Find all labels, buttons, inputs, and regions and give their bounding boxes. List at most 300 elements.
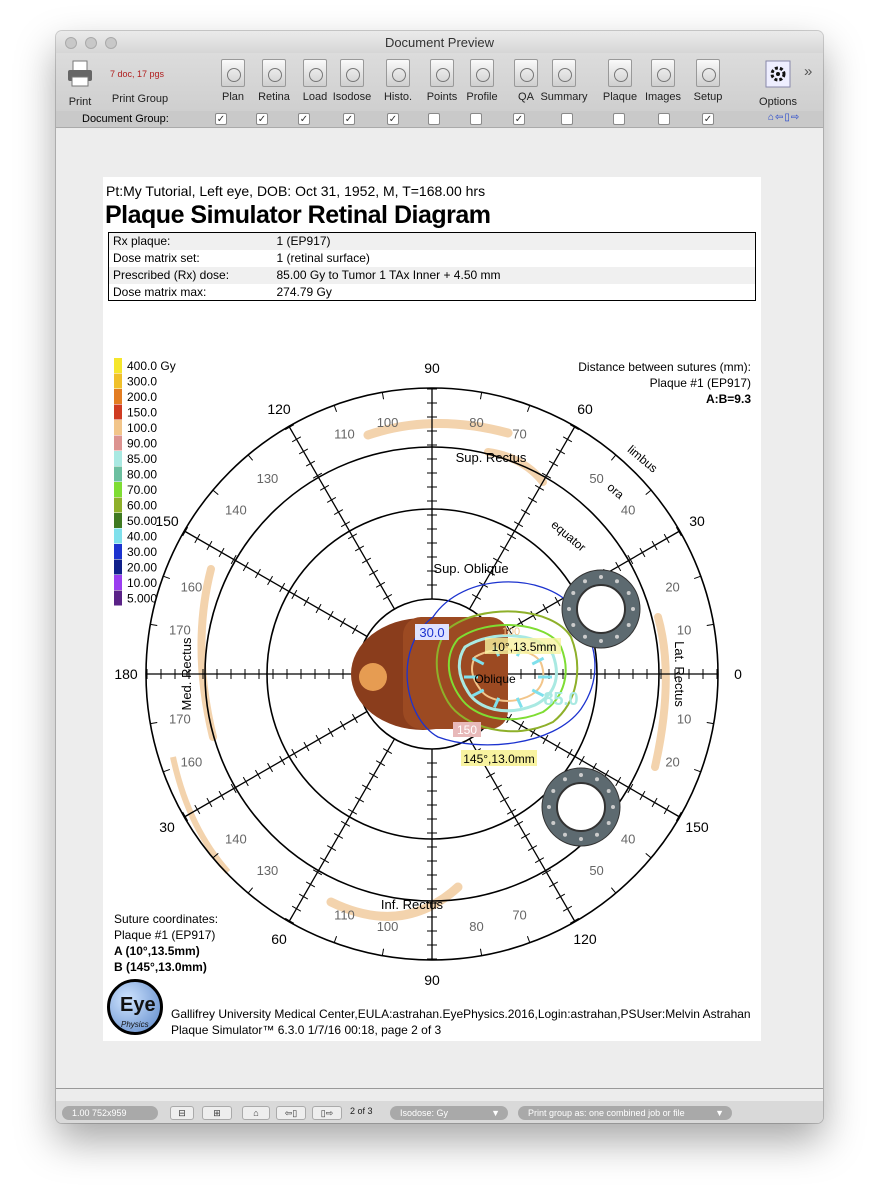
document-group-label: Document Group:: [82, 113, 169, 125]
spoke-tick: [292, 437, 301, 442]
document-group-checkbox[interactable]: [613, 113, 625, 125]
legend-label: 100.0: [127, 421, 158, 435]
gear-icon: [765, 59, 791, 89]
rim-tick: [646, 490, 651, 494]
spoke-tick: [355, 797, 364, 802]
rim-label: 40: [620, 502, 636, 518]
spoke-tick: [195, 805, 200, 814]
document-group-checkbox[interactable]: ✓: [388, 114, 398, 125]
info-row: Dose matrix set: 1 (retinal surface): [113, 251, 370, 265]
legend-label: 20.00: [127, 560, 158, 575]
printer-icon: [66, 59, 94, 89]
rim-label: 160: [180, 579, 203, 595]
footer-line-2: Plaque Simulator™ 6.3.0 1/7/16 00:18, page 2 of 3: [171, 1023, 442, 1037]
isodose-100-label: 100: [501, 626, 521, 638]
tool-summary-button[interactable]: Summary: [540, 59, 588, 103]
spoke-tick: [521, 510, 530, 515]
spoke-tick: [255, 770, 260, 779]
title-bar: [56, 31, 823, 53]
spoke-tick: [486, 773, 495, 778]
spoke-tick: [362, 785, 371, 790]
chevron-down-icon: ▼: [491, 1108, 500, 1118]
next-page-button[interactable]: ▯⇨: [312, 1106, 342, 1120]
rim-tick: [572, 426, 576, 432]
med-rectus-shade: [201, 569, 213, 737]
plaque-eyelet: [563, 833, 567, 837]
angle-label: 0: [734, 666, 742, 682]
spoke-tick: [316, 735, 321, 744]
spoke-tick: [348, 534, 357, 539]
legend-swatch: [114, 575, 122, 590]
spoke-tick: [255, 569, 260, 578]
plaque-eyelet: [607, 821, 611, 825]
spoke-tick: [355, 546, 364, 551]
rim-tick: [163, 769, 170, 771]
spoke-tick: [219, 791, 224, 800]
rim-tick: [382, 392, 383, 399]
legend-label: 300.0: [127, 374, 158, 389]
rim-label: 130: [256, 863, 279, 879]
rim-tick: [527, 936, 529, 943]
optic-disc: [359, 663, 387, 691]
inf-oblique-label: Oblique: [474, 672, 516, 686]
isodose-85-label: 85.0: [543, 689, 579, 709]
plaque-b-hole: [557, 783, 605, 831]
document-group-checkbox[interactable]: ✓: [344, 114, 354, 125]
page-nav-icons[interactable]: ⌂⇦▯⇨: [768, 112, 801, 123]
document-group-checkbox[interactable]: ✓: [257, 114, 267, 125]
spoke-tick: [535, 485, 544, 490]
document-group-checkbox[interactable]: [470, 113, 482, 125]
document-group-checkbox[interactable]: ✓: [514, 114, 524, 125]
spoke-tick: [549, 461, 558, 466]
info-row: Prescribed (Rx) dose: 85.00 Gy to Tumor 1 TAx Inner + 4.50 mm: [109, 267, 756, 284]
spoke-tick: [352, 714, 357, 723]
inf-oblique-shade: [173, 754, 228, 872]
spoke-tick: [341, 821, 350, 826]
spoke-tick: [528, 846, 537, 851]
sup-oblique-label: Sup. Oblique: [433, 561, 509, 576]
profile-icon: [470, 59, 494, 87]
spoke-tick: [383, 594, 392, 599]
rim-tick: [382, 949, 383, 956]
rim-label: 20: [665, 579, 680, 595]
rim-label: 70: [512, 426, 527, 442]
spoke-tick: [327, 846, 336, 851]
load-icon: [303, 59, 327, 87]
tool-points-button[interactable]: Points: [418, 59, 466, 103]
spoke-tick: [535, 858, 544, 863]
window-title: Document Preview: [384, 35, 495, 50]
tool-images-button[interactable]: Images: [639, 59, 687, 103]
plaque-eyelet: [599, 575, 603, 579]
rim-tick: [480, 392, 481, 399]
first-page-button[interactable]: ⌂: [242, 1106, 270, 1120]
spoke-tick: [543, 604, 548, 613]
rim-tick: [184, 531, 190, 535]
spoke-tick: [299, 449, 308, 454]
spoke-tick: [292, 906, 301, 911]
spoke-tick: [500, 797, 509, 802]
rim-label: 100: [376, 414, 399, 430]
spoke-tick: [376, 582, 385, 587]
coords-b: B (145°,13.0mm): [114, 960, 207, 974]
legend-label: 90.00: [127, 436, 158, 451]
print-group-icon: 7 doc, 17 pgs: [110, 69, 165, 79]
rim-tick: [334, 405, 336, 412]
spoke-tick: [521, 833, 530, 838]
print-group-mode-select[interactable]: Print group as: one combined job or file ▼: [518, 1106, 732, 1120]
spoke-tick: [616, 777, 621, 786]
retinal-diagram: [103, 317, 761, 1017]
rim-label: 10: [676, 711, 692, 727]
legend-swatch: [114, 529, 122, 544]
isodose-units-select[interactable]: Isodose: Gy ▼: [390, 1106, 508, 1120]
spoke-tick: [299, 894, 308, 899]
spoke-tick: [306, 882, 315, 887]
legend-swatch: [114, 513, 122, 528]
document-preview-window: [56, 31, 823, 1123]
spoke-tick: [280, 583, 285, 592]
zoom-in-button[interactable]: ⊞: [202, 1106, 232, 1120]
spoke-tick: [304, 742, 309, 751]
logo: Eye Physics: [107, 979, 163, 1035]
document-group-checkbox[interactable]: ✓: [216, 114, 226, 125]
images-icon: [651, 59, 675, 87]
legend-swatch: [114, 544, 122, 559]
legend-label: 50.00: [127, 514, 158, 528]
rim-label: 170: [169, 622, 191, 638]
document-group-checkbox[interactable]: ✓: [299, 114, 309, 125]
print-group-button[interactable]: 7 doc, 17 pgs Print Group: [106, 59, 174, 105]
plaque-eyelet: [627, 623, 631, 627]
plaque-eyelet: [563, 777, 567, 781]
plaque-eyelet: [611, 805, 615, 809]
rim-tick: [248, 455, 252, 460]
coords-a: A (10°,13.5mm): [114, 944, 200, 958]
spoke-tick: [528, 497, 537, 502]
spoke-tick: [514, 522, 523, 527]
spoke-tick: [652, 541, 657, 550]
summary-icon: [552, 59, 576, 87]
toolbar-overflow-button[interactable]: »: [804, 63, 813, 80]
legend-label: 400.0 Gy: [127, 359, 176, 373]
plaque-eyelet: [579, 773, 583, 777]
plan-icon: [221, 59, 245, 87]
rim-tick: [150, 624, 157, 625]
spoke-tick: [664, 805, 669, 814]
rim-tick: [707, 624, 714, 625]
zoom-out-button[interactable]: ⊟: [170, 1106, 194, 1120]
spoke-tick: [320, 485, 329, 490]
zoom-readout: 1.00 752x959: [62, 1106, 158, 1120]
plan-info-table: [108, 232, 756, 301]
info-row: Dose matrix max: 274.79 Gy: [113, 284, 332, 299]
spoke-tick: [348, 809, 357, 814]
tool-load-button[interactable]: Load: [291, 59, 339, 103]
legend-label: 85.00: [127, 452, 158, 466]
spoke-tick: [328, 611, 333, 620]
rim-label: 20: [665, 754, 680, 770]
spoke-tick: [280, 756, 285, 765]
isodose-icon: [340, 59, 364, 87]
angle-label: 30: [159, 819, 175, 835]
rim-label: 50: [589, 863, 604, 879]
document-group-checkbox[interactable]: ✓: [703, 114, 713, 125]
legend-label: 5.000: [127, 591, 158, 606]
legend-swatch: [114, 436, 122, 451]
isodose-30-label: 30.0: [419, 625, 445, 640]
spoke-tick: [316, 604, 321, 613]
document-page: [103, 177, 761, 1041]
suture-a-label: 10°,13.5mm: [491, 640, 557, 654]
equator-label: equator: [548, 517, 589, 555]
spoke-tick: [493, 785, 502, 790]
plaque-eyelet: [547, 805, 551, 809]
rim-label: 110: [334, 426, 355, 442]
chevron-down-icon: ▼: [715, 1108, 724, 1118]
spoke-tick: [243, 777, 248, 786]
options-button[interactable]: Options: [756, 59, 800, 108]
histogram-icon: [386, 59, 410, 87]
spoke-tick: [320, 858, 329, 863]
spoke-tick: [362, 558, 371, 563]
legend-swatch: [114, 374, 122, 389]
plaque-eyelet: [627, 591, 631, 595]
tool-histo-button[interactable]: Histo.: [374, 59, 422, 103]
legend-swatch: [114, 420, 122, 435]
tool-plaque-button[interactable]: Plaque: [596, 59, 644, 103]
spoke-tick: [555, 742, 560, 751]
status-bar: [56, 1101, 823, 1123]
legend-swatch: [114, 405, 122, 420]
document-group-row: [56, 111, 823, 128]
plaque-eyelet: [631, 607, 635, 611]
plaque-eyelet: [571, 591, 575, 595]
plaque-eyelet: [615, 635, 619, 639]
spoke-tick: [563, 906, 572, 911]
rim-label: 160: [180, 754, 203, 770]
patient-line: Pt:My Tutorial, Left eye, DOB: Oct 31, 1952, M, T=168.00 hrs: [106, 183, 486, 199]
coords-title: Suture coordinates:: [114, 912, 219, 926]
rim-tick: [480, 949, 481, 956]
plaque-eyelet: [551, 789, 555, 793]
inf-rectus-label: Inf. Rectus: [380, 897, 444, 912]
plaque-eyelet: [595, 777, 599, 781]
print-button[interactable]: Print: [65, 59, 95, 108]
angle-label: 120: [573, 931, 597, 948]
legend-swatch: [114, 358, 122, 373]
page-title: Plaque Simulator Retinal Diagram: [105, 201, 491, 229]
plaque-eyelet: [583, 579, 587, 583]
tool-plan-button[interactable]: Plan: [209, 59, 257, 103]
legend-label: 60.00: [127, 498, 158, 513]
angle-label: 150: [685, 819, 709, 835]
previous-page-button[interactable]: ⇦▯: [276, 1106, 306, 1120]
legend-swatch: [114, 560, 122, 575]
plaque-eyelet: [607, 789, 611, 793]
spoke-tick: [328, 728, 333, 737]
legend-swatch: [114, 482, 122, 497]
plaque-eyelet: [551, 821, 555, 825]
rim-tick: [694, 769, 701, 771]
legend-label: 10.00: [127, 576, 158, 590]
spoke-tick: [340, 618, 345, 627]
tool-profile-button[interactable]: Profile: [458, 59, 506, 103]
spoke-tick: [514, 821, 523, 826]
rim-tick: [611, 455, 615, 460]
limbus-label: limbus: [624, 442, 661, 476]
rim-tick: [527, 405, 529, 412]
footer-line-1: Gallifrey University Medical Center,EULA:astrahan.EyePhysics.2016,Login:astrahan,PSUser:Melvin Astrahan: [171, 1007, 751, 1021]
rim-tick: [707, 722, 714, 723]
spoke-tick: [352, 625, 357, 634]
angle-label: 60: [577, 400, 593, 417]
spoke-tick: [507, 809, 516, 814]
spoke-tick: [304, 597, 309, 606]
angle-label: 150: [155, 513, 179, 529]
sutures-title: Distance between sutures (mm):: [578, 360, 751, 374]
rim-tick: [611, 888, 615, 893]
rim-tick: [334, 936, 336, 943]
legend-label: 30.00: [127, 545, 158, 559]
rim-tick: [674, 814, 680, 818]
spoke-tick: [383, 749, 392, 754]
spoke-tick: [543, 735, 548, 744]
zoom-window-button[interactable]: [105, 37, 117, 49]
isodose-150-label: 150: [456, 723, 478, 737]
spoke-tick: [334, 833, 343, 838]
legend-label: 70.00: [127, 483, 158, 497]
legend-label: 40.00: [127, 529, 158, 544]
document-group-checkbox[interactable]: [561, 113, 573, 125]
angle-label: 120: [267, 400, 291, 417]
spoke-tick: [341, 522, 350, 527]
ora-label: ora: [604, 479, 627, 502]
rim-label: 80: [469, 919, 484, 935]
plaque-eyelet: [615, 579, 619, 583]
spoke-tick: [268, 763, 273, 772]
spoke-tick: [556, 894, 565, 899]
spoke-tick: [334, 510, 343, 515]
spoke-tick: [207, 541, 212, 550]
rim-tick: [289, 426, 293, 432]
spoke-tick: [507, 534, 516, 539]
angle-label: 180: [114, 666, 138, 682]
qa-icon: [514, 59, 538, 87]
rim-label: 50: [589, 470, 604, 486]
page-counter: 2 of 3: [350, 1106, 373, 1116]
info-row: Rx plaque: 1 (EP917): [109, 233, 756, 250]
spoke-tick: [292, 590, 297, 599]
rim-label: 130: [256, 470, 279, 486]
spoke-tick: [219, 548, 224, 557]
plaque-eyelet: [595, 833, 599, 837]
legend-swatch: [114, 451, 122, 466]
rim-label: 80: [469, 414, 484, 430]
document-group-checkbox[interactable]: [658, 113, 670, 125]
rim-label: 110: [334, 907, 355, 923]
rim-tick: [572, 916, 576, 922]
rim-tick: [674, 531, 680, 535]
plaque-eyelet: [567, 607, 571, 611]
spoke-tick: [555, 597, 560, 606]
spoke-tick: [640, 548, 645, 557]
minimize-window-button[interactable]: [85, 37, 97, 49]
coords-plaque: Plaque #1 (EP917): [114, 928, 216, 942]
close-window-button[interactable]: [65, 37, 77, 49]
document-group-checkbox[interactable]: [428, 113, 440, 125]
spoke-tick: [519, 721, 524, 730]
plaque-icon: [608, 59, 632, 87]
preview-area: [56, 129, 823, 1089]
legend-swatch: [114, 498, 122, 513]
plaque-eyelet: [583, 635, 587, 639]
legend-swatch: [114, 467, 122, 482]
tool-retina-button[interactable]: Retina: [250, 59, 298, 103]
spoke-tick: [327, 497, 336, 502]
rim-tick: [213, 490, 218, 494]
lat-rectus-label: Lat. Rectus: [672, 641, 687, 707]
spoke-tick: [616, 562, 621, 571]
spoke-tick: [472, 594, 481, 599]
angle-label: 60: [271, 931, 287, 948]
rim-label: 10: [676, 622, 692, 638]
tool-qa-button[interactable]: QA: [502, 59, 550, 103]
angle-label: 90: [424, 972, 440, 988]
spoke-tick: [652, 798, 657, 807]
spoke-tick: [500, 546, 509, 551]
spoke-tick: [340, 721, 345, 730]
med-rectus-label: Med. Rectus: [179, 637, 194, 711]
legend-label: 80.00: [127, 467, 158, 482]
legend-swatch: [114, 389, 122, 404]
tool-isodose-button[interactable]: Isodose: [328, 59, 376, 103]
spoke-tick: [376, 761, 385, 766]
rim-tick: [289, 916, 293, 922]
spoke-tick: [243, 562, 248, 571]
rim-label: 100: [376, 919, 399, 935]
spoke-tick: [369, 570, 378, 575]
suture-b-label: 145°,13.0mm: [463, 752, 535, 766]
plaque-a-hole: [577, 585, 625, 633]
rim-tick: [248, 888, 252, 893]
spoke-tick: [292, 749, 297, 758]
setup-icon: [696, 59, 720, 87]
angle-label: 90: [424, 360, 440, 376]
rim-tick: [150, 722, 157, 723]
spoke-tick: [369, 773, 378, 778]
spoke-tick: [664, 534, 669, 543]
spoke-tick: [640, 791, 645, 800]
sutures-plaque: Plaque #1 (EP917): [649, 376, 751, 390]
plaque-eyelet: [599, 639, 603, 643]
toolbar: [56, 53, 823, 111]
rim-label: 140: [225, 502, 247, 518]
spoke-tick: [207, 798, 212, 807]
rim-tick: [163, 576, 170, 578]
spoke-tick: [579, 756, 584, 765]
rim-label: 70: [512, 907, 527, 923]
rim-tick: [646, 853, 651, 857]
tool-setup-button[interactable]: Setup: [684, 59, 732, 103]
rim-tick: [694, 576, 701, 578]
rim-label: 170: [169, 711, 191, 727]
sutures-distance: A:B=9.3: [705, 392, 751, 406]
plaque-eyelet: [579, 837, 583, 841]
rim-label: 140: [225, 831, 247, 847]
legend-label: 200.0: [127, 390, 158, 404]
